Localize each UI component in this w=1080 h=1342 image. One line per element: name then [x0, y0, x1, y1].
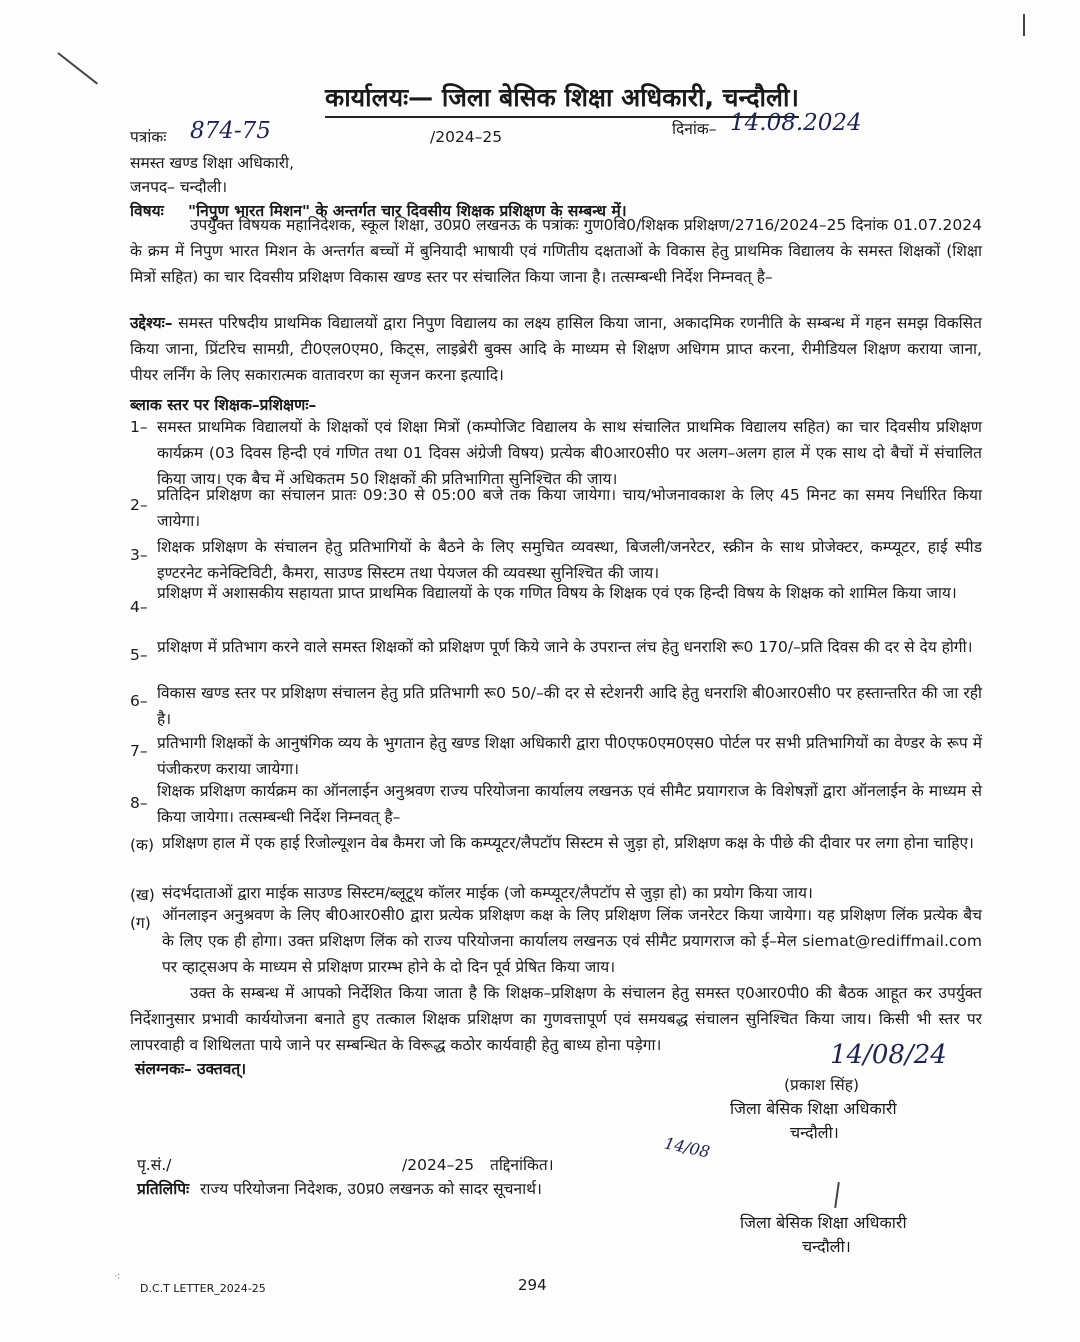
scan-mark-topright: [1023, 14, 1025, 36]
addressee-line-1: समस्त खण्ड शिक्षा अधिकारी,: [130, 154, 294, 172]
objective-text: समस्त परिषदीय प्राथमिक विद्यालयों द्वारा निपुण विद्यालय का लक्ष्य हासिल किया जाना, अकादमिक रणनीति के सम्बन्ध में गहन समझ विकसित किया जाना, प्रिंटरिच सामग्री, टी0एल0एम0, किट्स, लाइब्रेरी बुक्स आदि के माध्यम से शिक्षण अधिगम प्राप्त करना, रीमीडियल शिक्षण कराया जाना, पीयर लर्निंग के लिए सकारात्मक वातावरण का सृजन करना इत्यादि।: [130, 314, 982, 384]
scan-mark-topleft: [57, 52, 98, 84]
item-text: प्रतिभागी शिक्षकों के आनुषंगिक व्यय के भुगतान हेतु खण्ड शिक्षा अधिकारी द्वारा पी0एफ0एम0एस0 पोर्टल पर सभी प्रतिभागियों का वेण्डर के रूप में पंजीकरण कराया जायेगा।: [157, 734, 982, 778]
footer-mark-icon: ⁖: [114, 1270, 121, 1283]
signatory2-place: चन्दौली।: [802, 1237, 851, 1256]
subitem-text: प्रशिक्षण हाल में एक हाई रिजोल्यूशन वेब कैमरा जो कि कम्प्यूटर/लैपटॉप सिस्टम से जुड़ा हो, प्रशिक्षण कक्ष के पीछे की दीवार पर लगा होना चाहिए।: [162, 834, 974, 852]
signatory-place: चन्दौली।: [790, 1123, 839, 1142]
subject-text: "निपुण भारत मिशन" के अन्तर्गत चार दिवसीय शिक्षक प्रशिक्षण के सम्बन्ध में।: [188, 202, 627, 220]
page-number: 294: [518, 1276, 547, 1294]
date-handwritten: 14.08.2024: [730, 110, 862, 136]
addressee-line-2: जनपद– चन्दौली।: [130, 178, 228, 196]
intro-paragraph: उपर्युक्त विषयक महानिदेशक, स्कूल शिक्षा, उ0प्र0 लखनऊ के पत्रांकः गुण0वि0/शिक्षक प्रशिक्षण/2716/2024–25 दिनांक 01.07.2024 के क्रम में निपुण भारत मिशन के अन्तर्गत बच्चों में बुनियादी भाषायी एवं गणितीय दक्षताओं के विकास हेतु प्राथमिक विद्यालय के समस्त शिक्षकों (शिक्षा मित्रों सहित) का चार दिवसीय प्रशिक्षण विकास खण्ड स्तर पर संचालित किया जाना है। तत्सम्बन्धी निर्देश निम्नवत् है–: [130, 216, 982, 286]
objective-label: उद्देश्यः–: [130, 314, 173, 332]
item-text: समस्त प्राथमिक विद्यालयों के शिक्षकों एवं शिक्षा मित्रों (कम्पोजिट विद्यालय के साथ संचालित प्राथमिक विद्यालय सहित) का चार दिवसीय प्रशिक्षण कार्यक्रम (03 दिवस हिन्दी एवं गणित तथा 01 दिवस अंग्रेजी विषय) प्रत्येक बी0आर0सी0 पर अलग–अलग हाल में एक साथ दो बैचों में संचालित किया जाय। एक बैच में अधिकतम 50 शिक्षकों की प्रतिभागिता सुनिश्चित की जाय।: [157, 418, 982, 488]
item-number: 5–: [130, 646, 148, 664]
ps-date: तद्दिनांकित।: [490, 1156, 554, 1174]
second-signature-stroke: [834, 1182, 840, 1208]
item-number: 6–: [130, 692, 148, 710]
subitem-text: संदर्भदाताओं द्वारा माईक साउण्ड सिस्टम/ब्लूटूथ कॉलर माईक (जो कम्प्यूटर/लैपटॉप से जुड़ा हो) का प्रयोग किया जाय।: [162, 884, 813, 902]
item-text: प्रशिक्षण में अशासकीय सहायता प्राप्त प्राथमिक विद्यालयों के एक गणित विषय के शिक्षक एवं एक हिन्दी विषय के शिक्षक को शामिल किया जाय।: [157, 584, 957, 602]
item-number: 3–: [130, 546, 148, 564]
copy-label: प्रतिलिपिः: [137, 1180, 190, 1198]
ref-number-handwritten: 874-75: [190, 118, 271, 144]
item-text: प्रशिक्षण में प्रतिभाग करने वाले समस्त शिक्षकों को प्रशिक्षण पूर्ण किये जाने के उपरान्त लंच हेतु धनराशि रू0 170/–प्रति दिवस की दर से देय होगी।: [157, 638, 973, 656]
item-number: 1–: [130, 418, 148, 436]
ps-year: /2024–25: [402, 1156, 475, 1174]
ref-label: पत्रांकः: [130, 128, 167, 146]
signatory-name: (प्रकाश सिंह): [784, 1076, 860, 1094]
item-text: शिक्षक प्रशिक्षण के संचालन हेतु प्रतिभागियों के बैठने के लिए समुचित व्यवस्था, बिजली/जनरेटर, स्क्रीन के साथ प्रोजेक्टर, कम्प्यूटर, हाई स्पीड इण्टरनेट कनेक्टिविटी, कैमरा, साउण्ड सिस्टम तथा पेयजल की व्यवस्था सुनिश्चित की जाय।: [157, 538, 982, 582]
office-header: कार्यालयः— जिला बेसिक शिक्षा अधिकारी, चन्दौली।: [325, 80, 799, 118]
subitem-number: (ख): [130, 886, 155, 904]
item-number: 7–: [130, 742, 148, 760]
objective-paragraph: [130, 310, 982, 388]
ps-label: पृ.सं./: [137, 1156, 172, 1174]
subitem-number: (ग): [130, 914, 151, 932]
item-number: 8–: [130, 794, 148, 812]
subitem-number: (क): [130, 836, 154, 854]
subject-label: विषयः: [130, 202, 164, 220]
signatory-title: जिला बेसिक शिक्षा अधिकारी: [730, 1099, 897, 1118]
item-text: प्रतिदिन प्रशिक्षण का संचालन प्रातः 09:30 से 05:00 बजे तक किया जायेगा। चाय/भोजनावकाश के लिए 45 मिनट का समय निर्धारित किया जायेगा।: [157, 486, 982, 530]
item-text: शिक्षक प्रशिक्षण कार्यक्रम का ऑनलाईन अनुश्रवण राज्य परियोजना कार्यालय लखनऊ एवं सीमैट प्रयागराज के विशेषज्ञों द्वारा ऑनलाईन के माध्यम से किया जायेगा। तत्सम्बन्धी निर्देश निम्नवत् है–: [157, 782, 982, 826]
date-label: दिनांक–: [672, 120, 717, 138]
initials-handwritten: 14/08: [662, 1133, 712, 1162]
closing-paragraph: उक्त के सम्बन्ध में आपको निर्देशित किया जाता है कि शिक्षक–प्रशिक्षण के संचालन हेतु समस्त ए0आर0पी0 की बैठक आहूत कर उपर्युक्त निर्देशानुसार प्रभावी कार्ययोजना बनाते हुए तत्काल शिक्षक प्रशिक्षण का गुणवत्तापूर्ण एवं समयबद्ध संचालन सुनिश्चित किया जाय। किसी भी स्तर पर लापरवाही व शिथिलता पाये जाने पर सम्बन्धित के विरूद्ध कठोर कार्यवाही हेतु बाध्य होना पड़ेगा।: [130, 984, 982, 1054]
item-text: विकास खण्ड स्तर पर प्रशिक्षण संचालन हेतु प्रति प्रतिभागी रू0 50/–की दर से स्टेशनरी आदि हेतु धनराशि बी0आर0सी0 पर हस्तान्तरित की जा रही है।: [157, 684, 982, 728]
copy-text: राज्य परियोजना निदेशक, उ0प्र0 लखनऊ को सादर सूचनार्थ।: [200, 1180, 542, 1198]
ref-year: /2024–25: [430, 128, 503, 146]
signature-handwritten: 14/08/24: [830, 1040, 947, 1070]
footer-left: D.C.T LETTER_2024-25: [140, 1282, 266, 1295]
subitem-text: ऑनलाइन अनुश्रवण के लिए बी0आर0सी0 द्वारा प्रत्येक प्रशिक्षण कक्ष के लिए प्रशिक्षण लिंक जनरेटर किया जायेगा। यह प्रशिक्षण लिंक प्रत्येक बैच के लिए एक ही होगा। उक्त प्रशिक्षण लिंक को राज्य परियोजना कार्यालय लखनऊ एवं सीमैट प्रयागराज को ई–मेल siemat@rediffmail.com पर व्हाट्सअप के माध्यम से प्रशिक्षण प्रारम्भ होने के दो दिन पूर्व प्रेषित किया जाय।: [162, 906, 982, 976]
item-number: 2–: [130, 496, 148, 514]
item-number: 4–: [130, 598, 148, 616]
block-heading: ब्लाक स्तर पर शिक्षक–प्रशिक्षणः–: [130, 396, 317, 414]
signatory2-title: जिला बेसिक शिक्षा अधिकारी: [740, 1213, 907, 1232]
enclosure: संलग्नकः– उक्तवत्।: [135, 1060, 247, 1078]
